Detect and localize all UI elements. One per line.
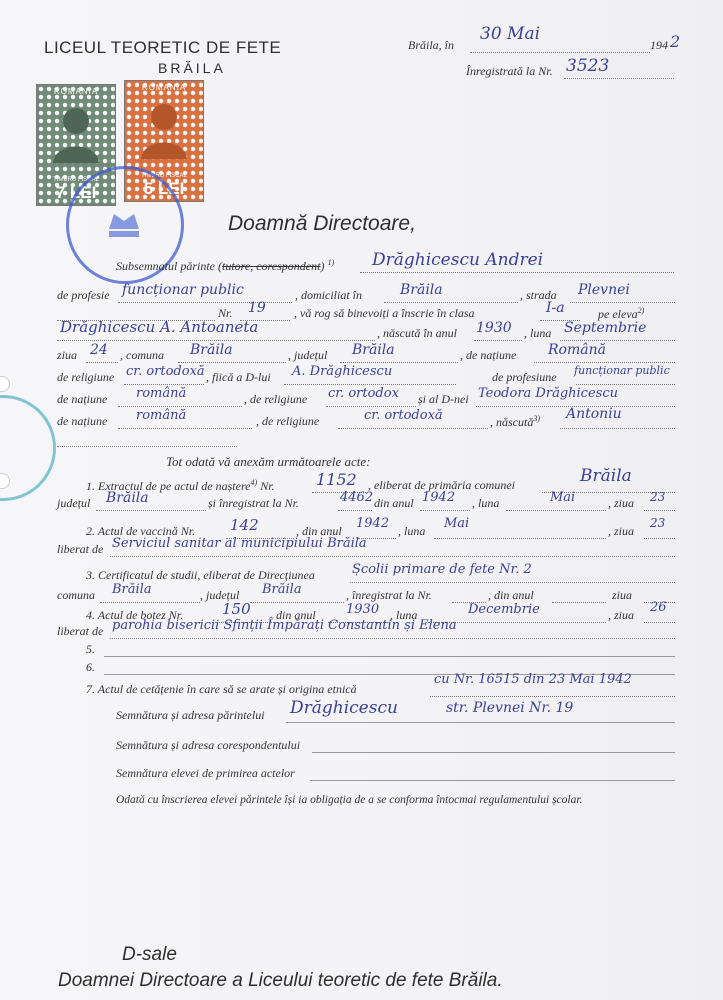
citizenship-label: 7. Actul de cetățenie în care să se arate și origina etnică: [86, 682, 357, 696]
reg-year-line: [420, 510, 470, 511]
addressee-line-1: D-sale: [122, 944, 177, 965]
baptism-no-value: 150: [222, 600, 251, 618]
maiden-line: [560, 428, 675, 429]
domicile-line: [384, 302, 518, 303]
county-line: [340, 362, 458, 363]
street-value: Plevnei: [578, 282, 630, 298]
registered-at-value: 4462: [340, 490, 374, 505]
day-label: ziua: [57, 348, 78, 362]
registered-at-line: [338, 510, 372, 511]
father-nation-value: română: [136, 386, 187, 401]
blank-line: [57, 446, 237, 447]
mother-nation-value: română: [136, 408, 187, 423]
baptism-issuer-line: [110, 638, 675, 639]
school-name: LICEUL TEORETIC DE FETE: [44, 38, 282, 57]
birth-year-value: 1930: [476, 320, 512, 336]
annex-item-5: 5.: [86, 642, 95, 656]
maiden-label: , născută$^{3)}$: [490, 414, 541, 429]
county-value: Brăila: [352, 342, 395, 358]
vaccine-month-value: Mai: [444, 516, 470, 531]
mother-nation-line: [118, 428, 252, 429]
student-name-value: Drăghicescu A. Antoaneta: [60, 318, 259, 336]
vaccine-no-value: 142: [230, 516, 259, 534]
registered-at-label: și înregistrat la Nr.: [208, 496, 299, 510]
vaccine-issuer-line: [110, 556, 675, 557]
father-religion-label: , de religiune: [244, 392, 308, 406]
request-text: , vă rog să binevoiți a înscrie în clasa: [294, 306, 475, 320]
mother-religion-value: cr. ortodoxă: [364, 408, 443, 423]
birth-month-line: [560, 340, 675, 341]
reg-day-line: [644, 510, 675, 511]
parent-signature-label: Semnătura și adresa părintelui: [116, 708, 265, 722]
fiscal-stamp-5-lei: ROMANIA TIMBRU FISCAL 5 LEI: [124, 80, 204, 202]
registered-number: 3523: [566, 56, 610, 76]
domicile-value: Brăila: [400, 282, 443, 298]
study-certificate-value: Școlii primare de fete Nr. 2: [352, 562, 532, 577]
baptism-month-label: , luna: [390, 608, 418, 622]
mother-label: și al D-nei: [418, 392, 469, 406]
year-hand: 2: [670, 32, 681, 51]
reg-month-line: [506, 510, 606, 511]
parent-label: Subsemnatul părinte (tutore, corespondent) $^{1)}$: [116, 258, 335, 273]
birth-county-value: Brăila: [106, 490, 149, 506]
reg-year-label: din anul: [374, 496, 414, 510]
birth-year-line: [474, 340, 522, 341]
fiscal-stamp-7-lei: ROMANIA TIMBRU FISCAL 7 LEI: [36, 84, 116, 206]
school-year-label: , din anul: [488, 588, 534, 602]
mother-value: Teodora Drăghicescu: [478, 386, 618, 401]
addressee-line-2: Doamnei Directoare a Liceului teoretic de fete Brăila.: [58, 970, 503, 991]
maiden-value: Antoniu: [566, 406, 622, 422]
date-fill-line: [470, 52, 650, 53]
class-value: I-a: [546, 300, 565, 316]
commune-value: Brăila: [190, 342, 233, 358]
birth-month-value: Septembrie: [564, 320, 647, 336]
citizenship-line: [430, 696, 675, 697]
vaccine-month-line: [434, 538, 606, 539]
parent-name-line: [360, 272, 674, 273]
date-value: 30 Mai: [480, 24, 541, 44]
correspondent-signature-label: Semnătura și adresa corespondentului: [116, 738, 301, 752]
school-commune-line: [100, 602, 200, 603]
birth-month-label: , luna: [524, 326, 552, 340]
citizenship-value: cu Nr. 16515 din 23 Mai 1942: [434, 672, 632, 687]
reg-day-label: , ziua: [608, 496, 635, 510]
parent-name-value: Drăghicescu Andrei: [372, 250, 544, 270]
issued-by-label: , eliberat de primăria comunei: [368, 478, 515, 492]
religion-line: [124, 384, 204, 385]
vaccine-day-value: 23: [650, 516, 666, 530]
school-city: BRĂILA: [158, 60, 226, 76]
student-signature-label: Semnătura elevei de primirea actelor: [116, 766, 295, 780]
school-county-value: Brăila: [262, 582, 302, 597]
profession-label: de profesie: [57, 288, 110, 302]
street-line: [570, 302, 675, 303]
mother-nation-label: de națiune: [57, 414, 108, 428]
religion-value: cr. ortodoxă: [126, 364, 205, 379]
father-profession-line: [576, 384, 675, 385]
registered-label: Înregistrată la Nr.: [466, 64, 553, 78]
nation-line: [534, 362, 675, 363]
father-nation-label: de națiune: [57, 392, 108, 406]
baptism-year-value: 1930: [346, 602, 380, 617]
domicile-label: , domiciliat în: [295, 288, 362, 302]
father-religion-value: cr. ortodox: [328, 386, 399, 401]
portrait-icon: [51, 101, 101, 163]
vaccine-day-line: [644, 538, 675, 539]
nation-label: , de națiune: [460, 348, 517, 362]
day-line: [86, 362, 118, 363]
school-county-line: [250, 602, 344, 603]
baptism-label: 4. Actul de botez Nr.: [86, 608, 184, 622]
street-label: , strada: [520, 288, 557, 302]
school-year-line: [552, 602, 606, 603]
parent-signature: Drăghicescu: [290, 698, 398, 718]
baptism-day-line: [644, 622, 675, 623]
year-print: 194: [650, 38, 668, 52]
study-certificate-label: 3. Certificatul de studii, eliberat de Direcțiunea: [86, 568, 315, 582]
vaccine-label: 2. Actul de vaccină Nr.: [86, 524, 196, 538]
birth-county-line: [96, 510, 206, 511]
vaccine-month-label: , luna: [398, 524, 426, 538]
father-profession-label: de profesiune: [492, 370, 557, 384]
commune-line: [178, 362, 286, 363]
baptism-day-label: , ziua: [608, 608, 635, 622]
annex-5-line: [104, 656, 675, 657]
number-label: Nr.: [218, 306, 233, 320]
profession-value: funcționar public: [122, 282, 244, 298]
father-label: , fiică a D-lui: [206, 370, 271, 384]
school-county-label: , județul: [200, 588, 240, 602]
number-value: 19: [248, 300, 266, 316]
nation-value: Română: [548, 342, 606, 358]
birth-county-label: județul: [57, 496, 91, 510]
birth-certificate-label: 1. Extractul de pe actul de naștere$^{4)}$ Nr.: [86, 478, 275, 493]
annex-item-6: 6.: [86, 660, 95, 674]
punch-hole: [0, 376, 10, 392]
obligation-notice: Odată cu înscrierea elevei părintele își ia obligația de a se conforma întocmai regulamentului școlar.: [116, 794, 583, 806]
birth-year-label: , născută în anul: [377, 326, 457, 340]
parent-address: str. Plevnei Nr. 19: [446, 700, 574, 716]
commune-label: , comuna: [120, 348, 164, 362]
correspondent-signature-line: [312, 752, 675, 753]
school-commune-label: comuna: [57, 588, 95, 602]
mother-religion-line: [338, 428, 488, 429]
day-value: 24: [90, 342, 108, 358]
annex-intro: Tot odată vă anexăm următoarele acte:: [166, 454, 371, 469]
school-commune-value: Brăila: [112, 582, 152, 597]
baptism-year-label: din anul: [276, 608, 316, 622]
baptism-month-value: Decembrie: [468, 602, 540, 617]
school-reg-label: , înregistrat la Nr.: [346, 588, 432, 602]
portrait-icon: [139, 97, 189, 159]
baptism-day-value: 26: [650, 600, 667, 615]
reg-day-value: 23: [650, 490, 666, 504]
reg-month-value: Mai: [550, 490, 576, 505]
father-value: A. Drăghicescu: [292, 364, 393, 379]
county-label: , județul: [288, 348, 328, 362]
father-profession-value: funcționar public: [574, 364, 670, 377]
vaccine-year-label: , din anul: [296, 524, 342, 538]
reg-month-label: , luna: [472, 496, 500, 510]
mother-religion-label: , de religiune: [256, 414, 320, 428]
reg-year-value: 1942: [422, 490, 456, 505]
parent-signature-line: [286, 722, 675, 723]
study-certificate-line: [350, 582, 675, 583]
religion-label: de religiune: [57, 370, 115, 384]
father-religion-line: [326, 406, 416, 407]
father-nation-line: [118, 406, 242, 407]
vaccine-issuer-value: Serviciul sanitar al municipiului Brăila: [112, 536, 367, 551]
school-day-label: ziua: [612, 588, 633, 602]
vaccine-day-label: , ziua: [608, 524, 635, 538]
father-line: [284, 384, 456, 385]
student-signature-line: [310, 780, 675, 781]
baptism-issuer-value: parohia bisericii Sfinții Împărați Constantin și Elena: [112, 618, 457, 633]
salutation: Doamnă Directoare,: [228, 212, 416, 235]
registered-fill-line: [564, 78, 674, 79]
student-name-line: [57, 340, 375, 341]
vaccine-issuer-label: liberat de: [57, 542, 104, 556]
issued-commune-value: Brăila: [580, 466, 632, 486]
place-date-label: Brăila, în: [408, 38, 455, 52]
birth-cert-no-value: 1152: [316, 470, 357, 489]
baptism-issuer-label: liberat de: [57, 624, 104, 638]
vaccine-year-value: 1942: [356, 516, 390, 531]
student-label: pe eleva$^{2)}$: [598, 306, 645, 321]
